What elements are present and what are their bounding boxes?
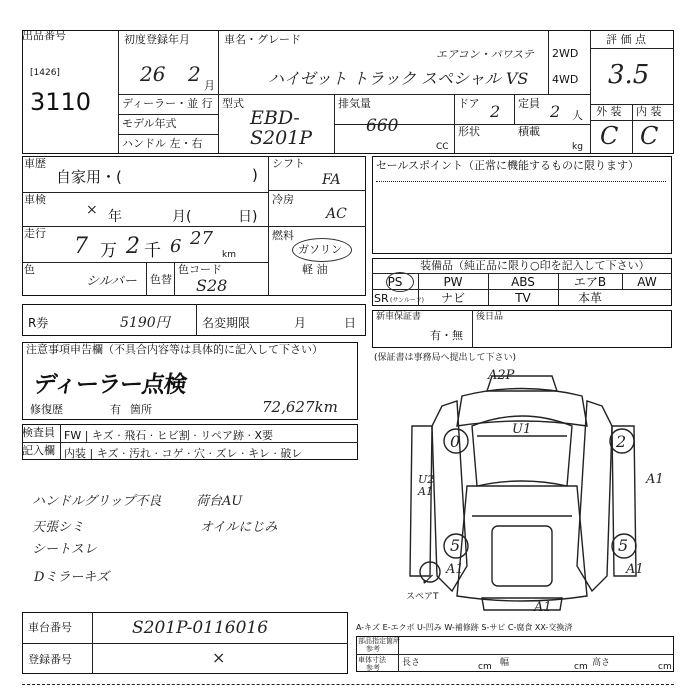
divider xyxy=(22,643,348,644)
equip-abs: ABS xyxy=(511,275,535,289)
remark-6: Dミラーキズ xyxy=(34,570,110,585)
mark-u2-a1: U2 A1 xyxy=(418,473,435,498)
divider xyxy=(92,612,93,674)
divider xyxy=(60,424,61,460)
warranty-value: 有・無 xyxy=(430,329,463,342)
lot-label: 出品番号 xyxy=(22,29,66,42)
capacity-unit: 人 xyxy=(572,109,583,122)
interior-grade: C xyxy=(640,122,659,150)
divider xyxy=(514,94,515,124)
shift-value: FA xyxy=(322,172,341,188)
history-value: 自家用・( xyxy=(56,168,122,186)
shift-label: シフト xyxy=(272,157,305,170)
sales-label: セールスポイント（正常に機能するものに限ります） xyxy=(376,159,640,172)
warranty-note: (保証書は事務局へ提出して下さい) xyxy=(374,353,517,363)
expiry-month: 月 xyxy=(294,316,307,330)
divider xyxy=(268,190,366,191)
remark-1: ハンドルグリップ不良 xyxy=(32,494,162,509)
mileage-hw-d: 27 xyxy=(190,228,213,249)
dim-width-cm: cm xyxy=(574,662,588,672)
expiry-label: 名変期限 xyxy=(202,316,251,330)
remark-2: 荷台AU xyxy=(196,494,243,509)
expiry-day: 日 xyxy=(344,316,357,330)
car-name-hw2: エアコン・パワステ xyxy=(436,48,534,61)
legend-part-ref: 参考 xyxy=(366,645,380,653)
divider xyxy=(146,262,147,296)
dim-length-cm: cm xyxy=(478,662,492,672)
capacity-value: 2 xyxy=(550,102,561,121)
insp-int-scratch: キズ xyxy=(96,447,119,460)
divider xyxy=(174,262,175,296)
model-year-label: モデル年式 xyxy=(122,117,177,130)
equip-aw: AW xyxy=(637,275,657,289)
load-label: 積載 xyxy=(518,125,540,138)
equip-pw: PW xyxy=(443,275,463,289)
divider xyxy=(372,289,672,290)
insp-int: 内装 xyxy=(64,447,86,460)
insp-tear: 破レ xyxy=(280,447,303,460)
equip-sr: SR xyxy=(374,292,389,305)
inspection-year: 年 xyxy=(108,209,122,225)
divider xyxy=(356,654,674,655)
inspection-day: 日) xyxy=(238,209,258,225)
color-label: 色 xyxy=(24,263,35,276)
remark-5: シートスレ xyxy=(32,542,97,557)
divider xyxy=(22,192,268,193)
interior-label: 内 装 xyxy=(636,105,662,118)
history-label: 車歴 xyxy=(24,157,46,170)
mileage-hw-c: 6 xyxy=(170,236,182,257)
inspector-row2: 内装 | キズ · 汚れ · コゲ · 穴 · ズレ · キレ · 破レ xyxy=(64,447,303,460)
insp-scratch: キズ xyxy=(91,429,114,442)
left-panel xyxy=(410,426,432,576)
divider xyxy=(196,304,197,336)
equip-airbag: エアB xyxy=(573,275,607,289)
equip-ps: PS xyxy=(387,275,403,289)
mark-a1-bottom: A1 xyxy=(534,600,552,615)
circle-mark-5a: 5 xyxy=(450,536,461,555)
divider xyxy=(218,30,219,94)
repair-count: 箇所 xyxy=(130,403,152,416)
remark-4: オイルにじみ xyxy=(200,520,278,535)
inspector-row1: FW | キズ · 飛石 · ヒビ割 · リペア跡 · X要 xyxy=(64,429,274,442)
shape-label: 形状 xyxy=(458,125,480,138)
insp-shift: ズレ xyxy=(215,447,238,460)
ac-value: AC xyxy=(326,206,347,222)
legend-dim-ref: 参考 xyxy=(366,664,380,672)
circle-mark-0: 0 xyxy=(450,432,461,451)
top-body xyxy=(457,389,587,427)
car-name-hw: ハイゼット トラック スペシャル VS xyxy=(268,69,529,88)
insp-x: X要 xyxy=(254,429,274,442)
month-unit: 月 xyxy=(204,79,215,92)
dim-width: 幅 xyxy=(500,658,510,668)
door-label: ドア xyxy=(458,97,480,110)
mileage-man: 万 xyxy=(100,241,117,261)
equip-leather: 本革 xyxy=(577,291,602,305)
drive-4wd: 4WD xyxy=(552,73,579,86)
inspector-label1: 検査員 xyxy=(22,426,55,439)
divider xyxy=(118,30,119,154)
dim-height: 高さ xyxy=(592,658,611,668)
circle-mark-5b: 5 xyxy=(618,536,629,555)
divider xyxy=(118,114,218,115)
chassis-value: S201P-0116016 xyxy=(132,618,269,638)
mileage-label: 走行 xyxy=(24,227,46,240)
divider xyxy=(548,30,549,94)
reg-label: 登録番号 xyxy=(28,653,72,666)
vehicle-diagram xyxy=(372,366,672,616)
divider xyxy=(118,94,590,95)
fuel-gas-circle xyxy=(292,238,352,262)
score-label: 評 価 点 xyxy=(606,33,646,46)
divider xyxy=(590,48,674,49)
bottom-line xyxy=(22,684,674,685)
dealer-stamp: ディーラー点検 xyxy=(31,372,188,398)
reg-mark: × xyxy=(212,648,226,667)
fuel-label: 燃料 xyxy=(272,229,294,242)
fuel-diesel: 軽 油 xyxy=(302,263,328,276)
spare-label: スペアT xyxy=(406,592,439,602)
divider xyxy=(22,226,268,227)
repair-label: 修復歴 xyxy=(30,403,63,416)
color-code-value: S28 xyxy=(196,276,228,295)
remark-3: 天張シミ xyxy=(32,520,85,535)
exterior-label: 外 装 xyxy=(596,105,622,118)
mark-a1-bl: A1 xyxy=(446,562,464,577)
recycle-label: R券 xyxy=(28,316,49,330)
divider xyxy=(22,262,268,263)
insp-cut: キレ xyxy=(247,447,270,460)
insp-crack: ヒビ割 xyxy=(156,429,190,442)
mileage-hw-a: 7 xyxy=(74,234,88,259)
divider xyxy=(590,120,674,121)
dealer-label: ディーラー・並 行 xyxy=(122,97,213,110)
equip-navi: ナビ xyxy=(440,291,465,305)
first-reg-month: 2 xyxy=(188,62,201,86)
legend-part: 部品指定箇所 xyxy=(358,637,400,645)
equipment-label: 装備品（純正品に限り○印を記入して下さい） xyxy=(420,259,650,272)
car-name-label: 車名・グレード xyxy=(224,33,301,46)
exterior-grade: C xyxy=(600,122,619,150)
insp-hole: 穴 xyxy=(193,447,205,460)
color-value: シルバー xyxy=(86,274,137,289)
mark-a2p: A2P xyxy=(488,368,515,383)
mileage-note: 72,627km xyxy=(262,398,338,416)
ac-label: 冷房 xyxy=(272,193,294,206)
kg-unit: kg xyxy=(572,142,583,152)
color-no-label: 色替 xyxy=(150,273,172,286)
door-value: 2 xyxy=(490,102,501,121)
first-reg-year: 26 xyxy=(140,62,166,86)
type-value: EBD- S201P xyxy=(250,107,313,149)
equip-sr-sub: (サンルーフ) xyxy=(390,297,424,304)
recycle-box xyxy=(22,304,366,336)
divider xyxy=(472,310,473,348)
drive-2wd: 2WD xyxy=(552,47,579,60)
inspection-mark: × xyxy=(86,202,98,218)
inspector-label2: 記入欄 xyxy=(22,444,55,457)
type-label: 型式 xyxy=(222,97,244,110)
divider xyxy=(268,226,366,227)
equip-tv: TV xyxy=(515,291,531,305)
dim-height-cm: cm xyxy=(658,662,672,672)
legend-codes: A-キズ E-エクボ U-凹み W-補修跡 S-サビ C-腐食 XX-交換済 xyxy=(356,623,573,632)
mark-a1-br: A1 xyxy=(626,562,644,577)
mark-u1: U1 xyxy=(512,422,532,437)
notes-title: 注意事項申告欄（不具合内容等は具体的に記入して下さい） xyxy=(26,343,323,356)
km-unit: km xyxy=(222,250,236,260)
divider xyxy=(372,273,672,274)
divider xyxy=(218,94,219,154)
divider xyxy=(118,134,218,135)
cc-unit: CC xyxy=(436,142,449,152)
legend-dim: 車体寸法 xyxy=(358,656,386,664)
inspection-label: 車検 xyxy=(24,193,46,206)
insp-repair: リペア跡 xyxy=(200,429,244,442)
circle-mark-2: 2 xyxy=(616,432,627,451)
handle-label: ハンドル 左・右 xyxy=(122,137,203,150)
insp-fw: FW xyxy=(64,429,82,442)
mileage-sen: 千 xyxy=(144,241,161,261)
fuel-gas: ガソリン xyxy=(298,243,342,256)
dotted-line xyxy=(376,181,666,182)
right-side xyxy=(577,401,612,591)
mileage-hw-b: 2 xyxy=(126,234,140,259)
lot-number: 3110 xyxy=(30,88,92,116)
repair-value: 有 xyxy=(110,403,121,416)
history-close: ) xyxy=(252,166,258,184)
back-label: 後日品 xyxy=(476,312,504,322)
displacement-value: 660 xyxy=(366,116,399,136)
capacity-label: 定員 xyxy=(518,97,540,110)
color-code-label: 色コード xyxy=(178,263,222,276)
window-rect xyxy=(492,526,552,586)
insp-stone: 飛石 xyxy=(124,429,147,442)
spare-check: ✓ xyxy=(420,570,434,589)
dim-length: 長さ xyxy=(402,658,421,668)
divider xyxy=(632,104,633,154)
lot-sub: [1426] xyxy=(30,68,60,78)
recycle-value: 5190円 xyxy=(120,315,170,331)
ps-circle xyxy=(386,272,414,292)
mark-a1-right: A1 xyxy=(646,472,664,487)
insp-dirt: 汚れ xyxy=(128,447,151,460)
insp-burn: コゲ xyxy=(161,447,184,460)
warranty-label: 新車保証書 xyxy=(376,312,422,322)
inspection-month: 月( xyxy=(172,209,192,225)
bed xyxy=(457,486,587,601)
displacement-label: 排気量 xyxy=(338,97,371,110)
chassis-label: 車台番号 xyxy=(28,621,72,634)
first-reg-label: 初度登録年月 xyxy=(124,33,190,46)
score-value: 3.5 xyxy=(608,60,650,90)
